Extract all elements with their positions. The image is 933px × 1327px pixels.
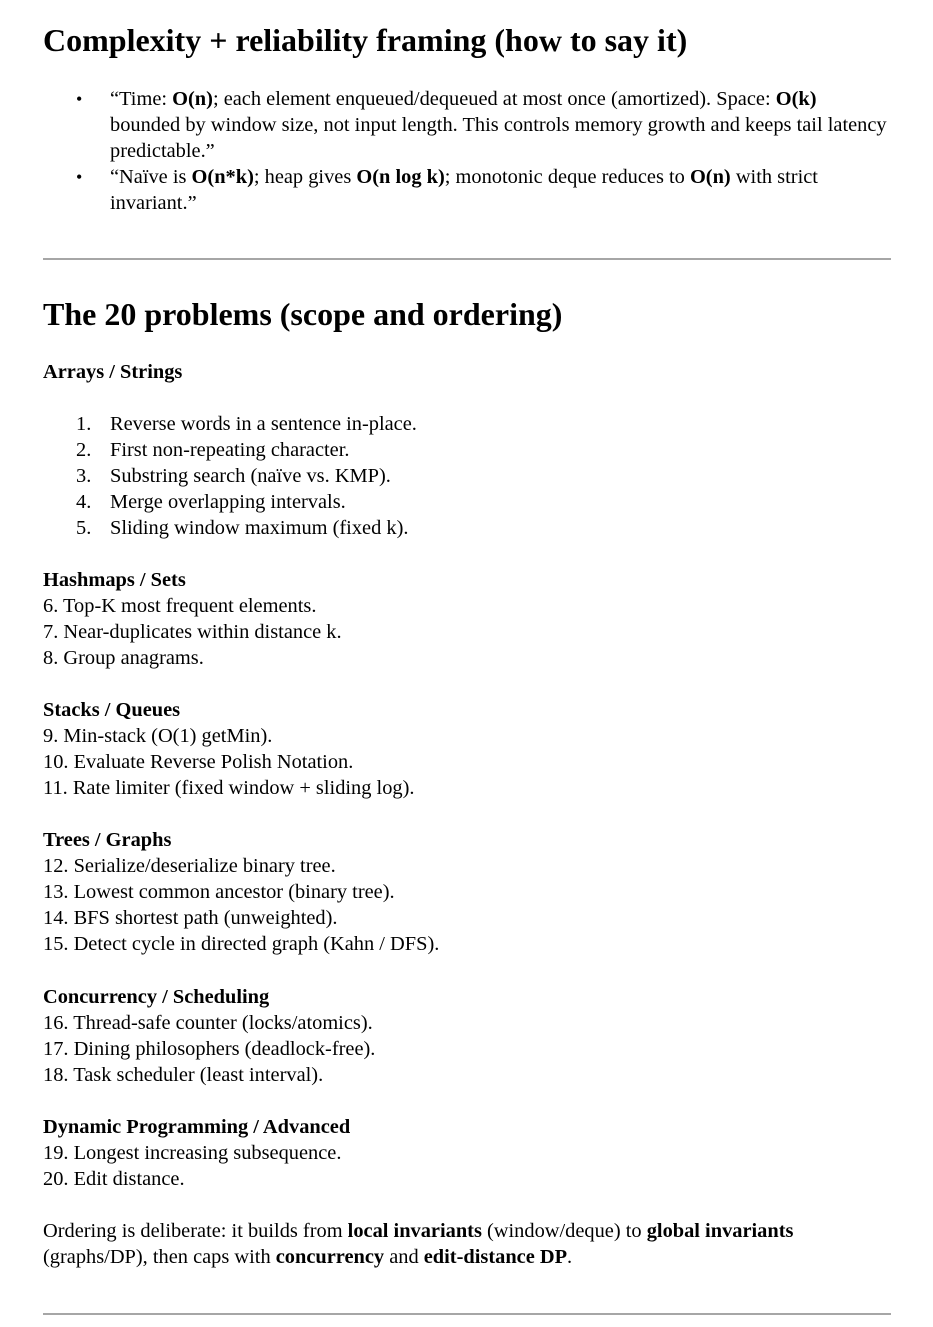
list-item: 8. Group anagrams. [43, 647, 204, 669]
list-item-text: Substring search (naïve vs. KMP). [110, 465, 391, 487]
list-item [43, 515, 417, 541]
text-run: . [567, 1246, 573, 1268]
emphasis-text: local invariants [347, 1220, 482, 1242]
text-run: with strict invariant.” [110, 166, 818, 214]
list-item: 17. Dining philosophers (deadlock-free). [43, 1038, 376, 1060]
complexity-bullet-list [43, 86, 891, 216]
list-item: 10. Evaluate Reverse Polish Notation. [43, 751, 354, 773]
list-item: 18. Task scheduler (least interval). [43, 1064, 324, 1086]
emphasis-text: edit-distance DP [423, 1246, 568, 1268]
list-item-number: 5. [76, 517, 92, 539]
bullet-dot-icon: • [76, 89, 83, 109]
text-run: ; heap gives [253, 166, 357, 188]
text-run: bounded by window size, not input length. This controls memory growth and keeps tail latency predictable.” [110, 114, 887, 162]
text-run: “Naïve is [110, 166, 192, 188]
list-item-number: 4. [76, 491, 92, 513]
bullet-item [43, 164, 891, 216]
list-item: 11. Rate limiter (fixed window + sliding log). [43, 777, 415, 799]
arrays-strings-list [43, 411, 417, 541]
list-item: 13. Lowest common ancestor (binary tree). [43, 881, 395, 903]
emphasis-text: global invariants [646, 1220, 794, 1242]
group-heading-concurrency-scheduling: Concurrency / Scheduling [43, 986, 270, 1008]
list-item: 14. BFS shortest path (unweighted). [43, 907, 338, 929]
horizontal-divider [43, 258, 891, 260]
bullet-item [43, 86, 891, 164]
text-run: ; each element enqueued/dequeued at most once (amortized). Space: [212, 88, 776, 110]
group-heading-hashmaps-sets: Hashmaps / Sets [43, 569, 186, 591]
list-item-number: 3. [76, 465, 92, 487]
emphasis-text: O(n) [689, 166, 731, 188]
bullet-text [110, 88, 887, 162]
list-item [43, 489, 417, 515]
list-item: 19. Longest increasing subsequence. [43, 1142, 342, 1164]
list-item-text: Sliding window maximum (fixed k). [110, 517, 409, 539]
text-run: ; monotonic deque reduces to [444, 166, 690, 188]
list-item-number: 2. [76, 439, 92, 461]
list-item: 12. Serialize/deserialize binary tree. [43, 855, 336, 877]
section-title-complexity: Complexity + reliability framing (how to say it) [43, 22, 688, 58]
emphasis-text: O(k) [775, 88, 817, 110]
bullet-text [110, 166, 818, 214]
bullet-dot-icon: • [76, 167, 83, 187]
section-title-problems: The 20 problems (scope and ordering) [43, 296, 563, 332]
list-item: 16. Thread-safe counter (locks/atomics). [43, 1012, 373, 1034]
list-item-text: Merge overlapping intervals. [110, 491, 346, 513]
dynamic-programming-list [43, 1140, 341, 1192]
list-item: 7. Near-duplicates within distance k. [43, 621, 342, 643]
list-item-text: Reverse words in a sentence in-place. [110, 413, 417, 435]
text-run: “Time: [110, 88, 173, 110]
ordering-note-paragraph [43, 1218, 891, 1270]
list-item [43, 437, 417, 463]
emphasis-text: concurrency [275, 1246, 385, 1268]
list-item: 15. Detect cycle in directed graph (Kahn / DFS). [43, 933, 440, 955]
horizontal-divider [43, 1313, 891, 1315]
list-item: 9. Min-stack (O(1) getMin). [43, 725, 273, 747]
emphasis-text: O(n) [172, 88, 213, 110]
group-heading-stacks-queues: Stacks / Queues [43, 699, 181, 721]
list-item: 20. Edit distance. [43, 1168, 185, 1190]
list-item [43, 411, 417, 437]
group-heading-arrays-strings: Arrays / Strings [43, 361, 183, 383]
text-run: (window/deque) to [481, 1220, 647, 1242]
group-heading-dynamic-programming: Dynamic Programming / Advanced [43, 1116, 351, 1138]
concurrency-scheduling-list [43, 1010, 375, 1088]
text-run: and [384, 1246, 424, 1268]
list-item-text: First non-repeating character. [110, 439, 350, 461]
trees-graphs-list [43, 853, 439, 957]
emphasis-text: O(n log k) [356, 166, 445, 188]
list-item-number: 1. [76, 413, 92, 435]
list-item: 6. Top-K most frequent elements. [43, 595, 317, 617]
text-run: (graphs/DP), then caps with [43, 1246, 276, 1268]
emphasis-text: O(n*k) [191, 166, 254, 188]
stacks-queues-list [43, 723, 415, 801]
list-item [43, 463, 417, 489]
hashmaps-sets-list [43, 593, 342, 671]
text-run: Ordering is deliberate: it builds from [43, 1220, 348, 1242]
group-heading-trees-graphs: Trees / Graphs [43, 829, 172, 851]
